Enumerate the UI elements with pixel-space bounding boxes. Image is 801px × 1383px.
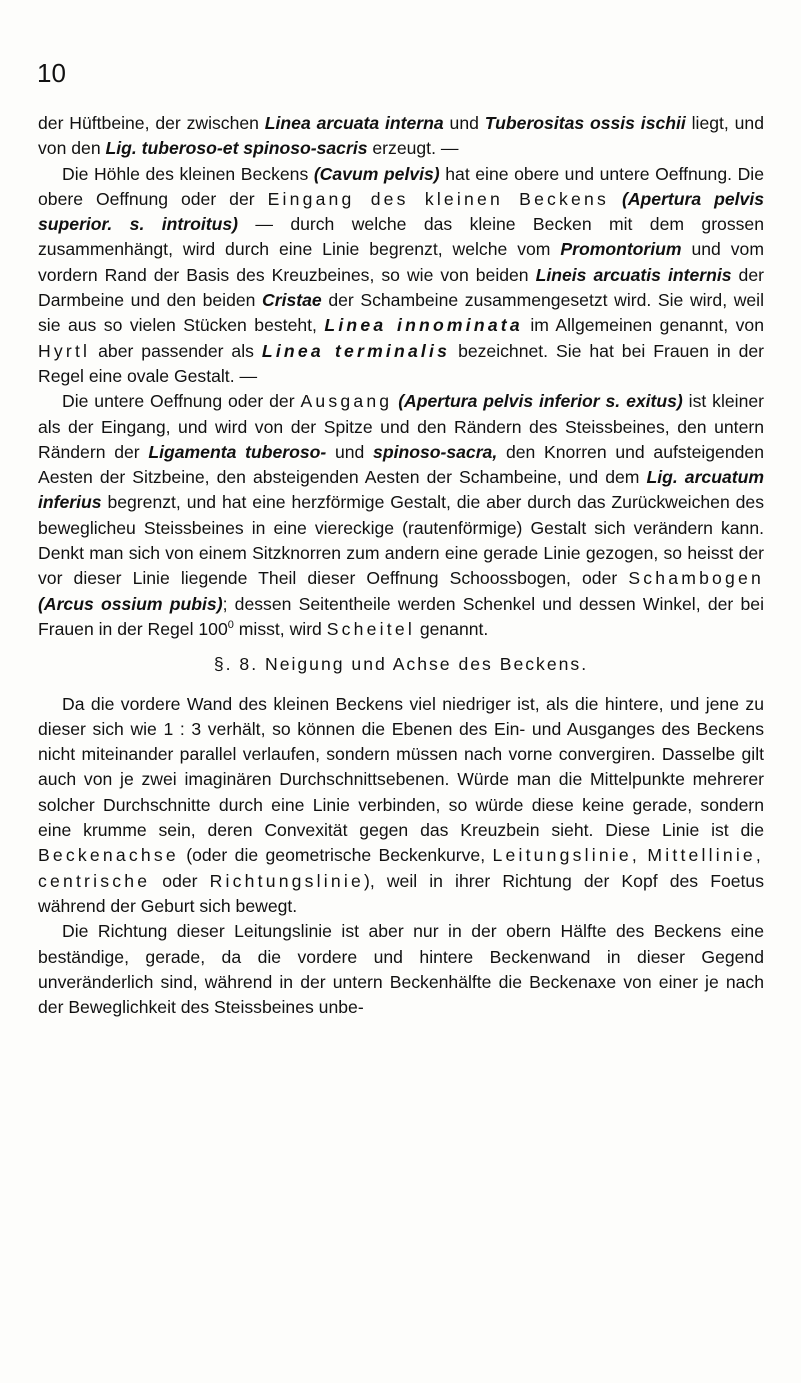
text-run: im Allgemeinen genannt, von	[522, 315, 764, 336]
spaced-term-scheitel: Scheitel	[326, 618, 415, 639]
text-run: ), weil in ihrer Richtung der Kopf des Foetus während der Geburt sich bewegt.	[38, 870, 764, 916]
term-promontorium: Promontorium	[560, 239, 682, 260]
text-run: und vom vordern Rand der Basis des Kreuzbeines, so wie von beiden	[38, 239, 764, 285]
term-spinoso-sacra: spinoso-sacra,	[373, 441, 498, 462]
spaced-term-mittellinie: Mittellinie,	[647, 845, 765, 866]
text-body	[38, 111, 764, 1020]
spaced-term-richtungslinie: Richtungslinie	[209, 870, 364, 891]
text-run: der Schambeine zusammengesetzt wird. Sie wird, weil sie aus so vielen Stücken besteht,	[38, 290, 765, 336]
degree-sign: 0	[227, 619, 234, 632]
text-run: den Knorren und aufsteigenden Aesten der Sitzbeine, den absteigenden Aesten der Schambeine, und dem	[38, 441, 764, 488]
term-cristae: Cristae	[262, 290, 322, 311]
text-run: ist kleiner als der Eingang, und wird von der Spitze und den Rändern des Steissbeines, den untern Rändern der	[38, 391, 764, 462]
text-run: ; dessen Seitentheile werden Schenkel und dessen Winkel, der bei Frauen in der Regel 100	[38, 593, 764, 639]
term-lineis-arcuatis: Lineis arcuatis internis	[535, 264, 732, 285]
text-run: bezeichnet. Sie hat bei Frauen in der Regel eine ovale Gestalt. —	[38, 340, 765, 386]
author-hyrtl: Hyrtl	[38, 340, 91, 361]
text-run: (oder die geometrische Beckenkurve,	[178, 845, 493, 866]
term-linea-arcuata-interna: Linea arcuata interna	[264, 113, 444, 133]
text-run: und	[443, 113, 485, 133]
term-lig-arcuatum: Lig. arcuatum inferius	[38, 467, 765, 513]
spaced-term-centrische: centrische	[38, 870, 151, 891]
spaced-term-schambogen: Schambogen	[628, 568, 764, 589]
spaced-term-ausgang: Ausgang	[300, 391, 393, 412]
text-run: liegt, und von den	[38, 113, 764, 159]
term-ligamenta-tuberoso: Ligamenta tuberoso-	[148, 441, 327, 462]
text-run: der Hüftbeine, der zwischen	[38, 113, 265, 133]
term-linea-terminalis: Linea terminalis	[261, 340, 451, 361]
text-run: hat eine obere und untere Oeffnung. Die obere Oeffnung oder der	[38, 163, 764, 209]
term-lig-tuberoso-spinoso: Lig. tuberoso-et spinoso-sacris	[105, 138, 368, 159]
paragraph-5	[38, 919, 764, 1020]
text-run: Die Höhle des kleinen Beckens	[62, 163, 314, 184]
text-run: Da die vordere Wand des kleinen Beckens viel niedriger ist, als die hintere, und jene zu dieser sich wie 1 : 3 verhält, so können die Ebenen des Ein- und Ausganges des Beckens nicht miteinander parallel verlaufen, sondern müssen nach vorne convergiren. Dasselbe gilt auch von je zwei imaginären Durchschnittsebenen. Würde man die Mittelpunkte mehrerer solcher Durchschnitte durch eine Linie verbinden, so würde diese keine gerade, sondern eine krumme sein, deren Convexität gegen das Kreuzbein sieht. Diese Linie ist die	[38, 693, 764, 841]
section-heading: §. 8. Neigung und Achse des Beckens.	[213, 654, 589, 675]
text-run	[609, 189, 622, 209]
text-run: und	[326, 441, 374, 462]
term-cavum-pelvis: (Cavum pelvis)	[313, 163, 440, 184]
term-apertura-inferior: (Apertura pelvis inferior s. exitus)	[398, 391, 683, 412]
spaced-term-eingang: Eingang des kleinen Beckens	[267, 188, 610, 209]
page-number: 10	[37, 58, 66, 88]
term-tuberositas-ossis-ischii: Tuberositas ossis ischii	[484, 113, 686, 133]
text-run: erzeugt. —	[367, 138, 459, 159]
paragraph-2	[38, 162, 764, 390]
text-run: misst, wird	[233, 618, 327, 639]
paragraph-4	[38, 692, 764, 920]
text-run: oder	[150, 870, 210, 891]
text-run: aber passender als	[90, 340, 262, 361]
spaced-term-beckenachse: Beckenachse	[38, 845, 179, 866]
text-run: — durch welche das kleine Becken mit dem grossen zusammenhängt, wird durch eine Linie begrenzt, welche vom	[38, 214, 765, 260]
text-run: begrenzt, und hat eine herzförmige Gestalt, die aber durch das Zurückweichen des beweglicheu Steissbeines in eine viereckige (rautenförmige) Gestalt sich verändern kann. Denkt man sich von einem Sitzknorren zum andern eine gerade Linie gezogen, so heisst der vor dieser Linie liegende Theil dieser Oeffnung Schoossbogen, oder	[38, 492, 764, 589]
term-arcus-ossium-pubis: (Arcus ossium pubis)	[38, 593, 223, 614]
term-linea-innominata: Linea innominata	[324, 315, 523, 336]
paragraph-1	[38, 111, 764, 162]
spaced-term-leitungslinie: Leitungslinie,	[492, 845, 640, 866]
paragraph-3	[38, 389, 764, 642]
text-run: genannt.	[414, 618, 489, 639]
text-run: Die Richtung dieser Leitungslinie ist aber nur in der obern Hälfte des Beckens eine beständige, gerade, da die vordere und hintere Beckenwand in dieser Gegend unveränderlich sind, während in der untern Beckenhälfte die Beckenaxe von einer je nach der Beweglichkeit des Steissbeines unbe-	[38, 921, 764, 1018]
text-run: der Darmbeine und den beiden	[38, 264, 764, 311]
term-apertura-superior: (Apertura pelvis superior. s. introitus)	[38, 188, 765, 235]
text-run: Die untere Oeffnung oder der	[62, 391, 301, 412]
